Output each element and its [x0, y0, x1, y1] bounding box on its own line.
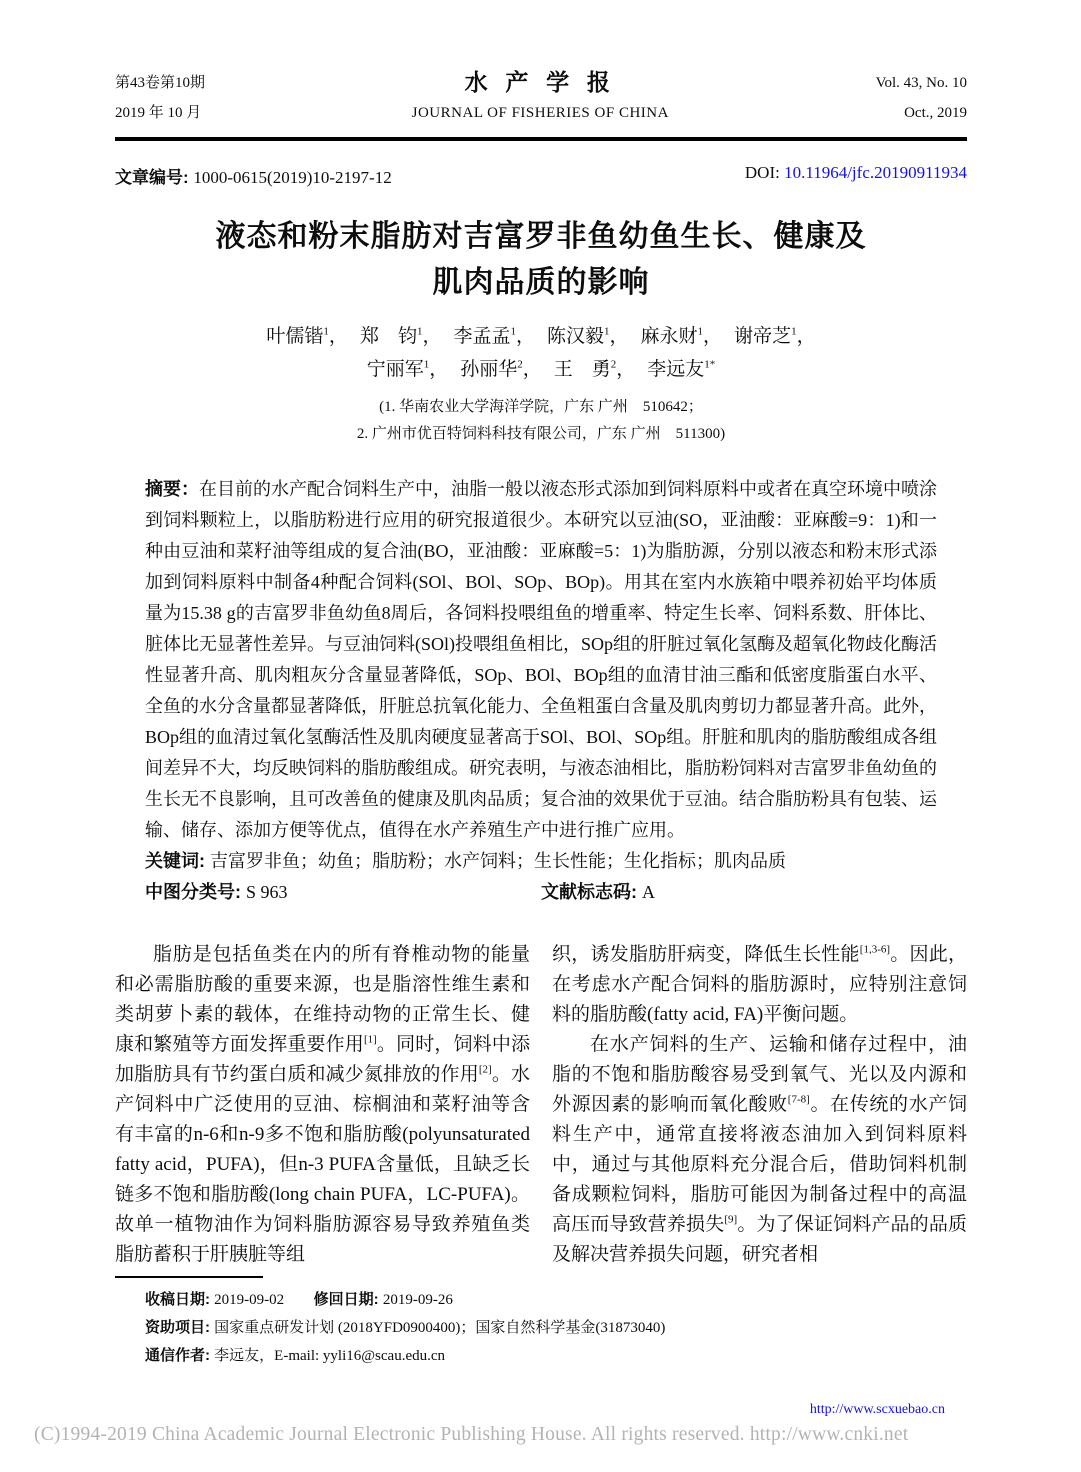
journal-issue-cn: 第43卷第10期 — [115, 75, 206, 91]
reference-superscript: [1,3-6] — [859, 943, 891, 956]
article-meta-row — [115, 163, 967, 188]
author: 陈汉毅$^1$， — [547, 325, 629, 347]
paper-title — [115, 214, 967, 306]
body-column-left — [115, 940, 530, 1270]
affiliations — [115, 394, 967, 448]
journal-date-cn: 2019 年 10 月 — [115, 105, 202, 121]
revised-label: 修回日期: — [313, 1291, 383, 1308]
journal-header — [115, 68, 967, 128]
abstract-text: 在目前的水产配合饲料生产中，油脂一般以液态形式添加到饲料原料中或者在真空环境中喷涂到饲料颗粒上，以脂肪粉进行应用的研究报道很少。本研究以豆油(SO，亚油酸：亚麻酸=9：1)和一种由豆油和菜籽油等组成的复合油(BO，亚油酸：亚麻酸=5：1)为脂肪源，分别以液态和粉末形式添加到饲料原料中制备4种配合饲料(SOl、BOl、SOp、BOp)。用其在室内水族箱中喂养初始平均体质量为15.38 g的吉富罗非鱼幼鱼8周后，各饲料投喂组鱼的增重率、特定生长率、饲料系数、肝体比、脏体比无显著性差异。与豆油饲料(SOl)投喂组鱼相比，SOp组的肝脏过氧化氢酶及超氧化物歧化酶活性显著升高、肌肉粗灰分含量显著降低，SOp、BOl、BOp组的血清甘油三酯和低密度脂蛋白水平、全鱼的水分含量都显著降低，肝脏总抗氧化能力、全鱼粗蛋白含量及肌肉剪切力都显著升高。此外，BOp组的血清过氧化氢酶活性及肌肉硬度显著高于SOl、BOl、SOp组。肝脏和肌肉的脂肪酸组成各组间差异不大，均反映饲料的脂肪酸组成。研究表明，与液态油相比，脂肪粉饲料对吉富罗非鱼幼鱼的生长无不良影响，且可改善鱼的健康及肌肉品质；复合油的效果优于豆油。结合脂肪粉具有包装、运输、储存、添加方便等优点，值得在水产养殖生产中进行推广应用。 — [145, 479, 938, 840]
paper-title-line1: 液态和粉末脂肪对吉富罗非鱼幼鱼生长、健康及 — [215, 220, 867, 253]
body-paragraph-1: 脂肪是包括鱼类在内的所有脊椎动物的能量和必需脂肪酸的重要来源，也是脂溶性维生素和类胡萝卜素的载体，在维持动物的正常生长、健康和繁殖等方面发挥重要作用[1]。同时，饲料中添加脂肪具有节约蛋白质和减少氮排放的作用[2]。水产饲料中广泛使用的豆油、棕榈油和菜籽油等含有丰富的n-6和n-9多不饱和脂肪酸(polyunsaturated fatty acid，PUFA)，但n-3 PUFA含量低，且缺乏长链多不饱和脂肪酸(long chain PUFA，LC-PUFA)。故单一植物油作为饲料脂肪源容易导致养殖鱼类脂肪蓄积于肝胰脏等组 — [115, 944, 530, 1265]
reference-superscript: [1] — [363, 1033, 377, 1046]
body-paragraph-1-continued: 织，诱发脂肪肝病变，降低生长性能[1,3-6]。因此，在考虑水产配合饲料的脂肪源时，应特别注意饲料的脂肪酸(fatty acid, FA)平衡问题。 — [552, 943, 967, 1025]
authors-line1 — [115, 320, 967, 353]
funding-text: 国家重点研发计划 (2018YFD0900400)；国家自然科学基金(31873040) — [214, 1320, 666, 1336]
clc-label: 中图分类号: — [145, 882, 246, 902]
footnote-divider — [115, 1276, 263, 1278]
journal-name-en: JOURNAL OF FISHERIES OF CHINA — [411, 105, 669, 121]
author: 李孟孟$^1$， — [453, 325, 535, 347]
scxuebao-link[interactable]: http://www.scxuebao.cn — [809, 1402, 945, 1417]
article-number — [115, 163, 392, 188]
body-columns — [115, 940, 967, 1270]
abstract-block — [145, 474, 937, 908]
doc-code — [541, 877, 655, 908]
author: 谢帝芝$^1$， — [734, 325, 816, 347]
revised-date: 2019-09-26 — [382, 1292, 453, 1308]
article-number-label: 文章编号: — [115, 168, 194, 187]
received-date: 2019-09-02 — [214, 1292, 285, 1308]
journal-issue-block — [115, 68, 205, 128]
clc-value: S 963 — [246, 882, 288, 902]
author: 宁丽军$^1$， — [366, 358, 449, 380]
affiliation-line1: (1. 华南农业大学海洋学院，广东 广州 510642； — [379, 399, 703, 415]
doc-code-value: A — [642, 882, 655, 902]
corresponding-text: 李远友，E-mail: yyli16@scau.edu.cn — [214, 1348, 446, 1364]
journal-vol-block — [876, 68, 967, 128]
keywords-row — [145, 846, 937, 877]
author: 李远友$^{1*}$ — [647, 358, 716, 380]
keywords-text: 吉富罗非鱼；幼鱼；脂肪粉；水产饲料；生长性能；生化指标；肌肉品质 — [210, 851, 786, 871]
doi-label: DOI: — [744, 163, 785, 182]
doi-link[interactable]: 10.11964/jfc.20190911934 — [784, 163, 967, 182]
keywords-label: 关键词: — [145, 851, 210, 871]
clc-row — [145, 877, 937, 908]
doc-code-label: 文献标志码: — [541, 882, 642, 902]
journal-vol-en: Vol. 43, No. 10 — [875, 75, 967, 91]
author: 麻永财$^1$， — [640, 325, 723, 347]
paper-title-line2: 肌肉品质的影响 — [432, 266, 650, 299]
funding-label: 资助项目: — [145, 1319, 215, 1336]
doi — [745, 163, 967, 188]
journal-name-block — [205, 68, 876, 128]
article-number-value: 1000-0615(2019)10-2197-12 — [193, 168, 392, 187]
journal-date-en: Oct., 2019 — [904, 105, 967, 121]
reference-superscript: [2] — [478, 1063, 492, 1076]
affiliation-line2: 2. 广州市优百特饲料科技有限公司，广东 广州 511300) — [356, 426, 726, 442]
footnote-dates — [145, 1286, 967, 1314]
clc — [145, 877, 541, 908]
corresponding-label: 通信作者: — [145, 1347, 215, 1364]
author: 郑 钧$^1$， — [359, 325, 442, 347]
journal-name-cn: 水 产 学 报 — [464, 70, 616, 95]
abstract-label: 摘要： — [145, 479, 199, 499]
author: 孙丽华$^2$， — [460, 358, 542, 380]
author: 王 勇$^2$， — [553, 358, 636, 380]
authors — [115, 320, 967, 386]
reference-superscript: [7-8] — [787, 1093, 810, 1106]
footnotes — [115, 1286, 967, 1370]
body-column-right — [552, 940, 967, 1270]
footnote-funding — [145, 1314, 967, 1342]
reference-superscript: [9] — [724, 1213, 738, 1226]
abstract-paragraph — [145, 474, 937, 846]
copyright-watermark: (C)1994-2019 China Academic Journal Electronic Publishing House. All rights reserved. http://www.cnki.net — [34, 1424, 909, 1445]
footnote-corresponding — [145, 1342, 967, 1370]
received-label: 收稿日期: — [145, 1291, 215, 1308]
author: 叶儒锴$^1$， — [266, 325, 348, 347]
authors-line2 — [115, 353, 967, 386]
header-rule — [115, 137, 967, 141]
body-paragraph-2: 在水产饲料的生产、运输和储存过程中，油脂的不饱和脂肪酸容易受到氧气、光以及内源和外源因素的影响而氧化酸败[7-8]。在传统的水产饲料生产中，通常直接将液态油加入到饲料原料中，通过与其他原料充分混合后，借助饲料机制备成颗粒饲料，脂肪可能因为制备过程中的高温高压而导致营养损失[9]。为了保证饲料产品的品质及解决营养损失问题，研究者相 — [552, 1034, 967, 1265]
